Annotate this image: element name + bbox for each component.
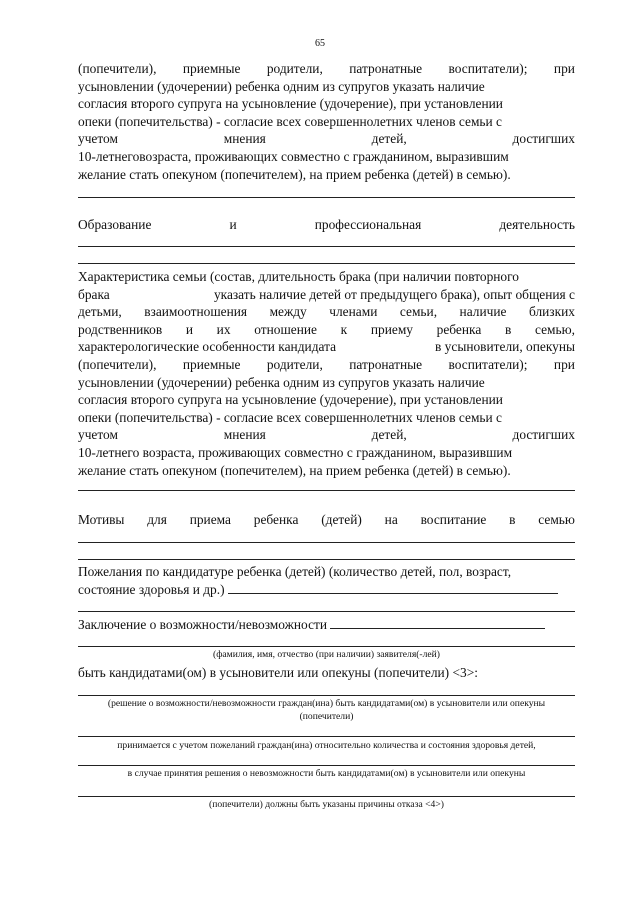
fill-line[interactable] (78, 542, 575, 543)
fill-line[interactable] (78, 246, 575, 247)
text-line: согласия второго супруга на усыновление (удочерение), при установлении (78, 96, 503, 112)
family-characteristics (78, 268, 575, 479)
fill-line[interactable] (330, 618, 545, 629)
text-line: учетом мнения детей, достигших (78, 427, 575, 443)
text-line: детьми, взаимоотношения между членами семьи, наличие близких (78, 304, 575, 320)
text-line: 10-летнего возраста, проживающих совместно с гражданином, выразившим (78, 444, 513, 460)
applicant-name-caption: (фамилия, имя, отчество (при наличии) заявителя(-лей) (213, 649, 440, 660)
text-line: желание стать опекуном (попечителем), на прием ребенка (детей) в семью). (78, 462, 511, 478)
decision-note: принимается с учетом пожеланий граждан(ина) относительно количества и состояния здоровья детей, (117, 740, 536, 751)
fill-line[interactable] (78, 263, 575, 264)
conclusion-label-line: Заключение о возможности/невозможности (78, 616, 575, 634)
text-line: согласия второго супруга на усыновление (удочерение), при установлении (78, 392, 503, 408)
text-line: 10-летнеговозраста, проживающих совместно с гражданином, выразившим (78, 148, 509, 164)
motives-label: Мотивы для приема ребенка (детей) на воспитание в семью (78, 512, 575, 527)
decision-note: в случае принятия решения о невозможности быть кандидатами(ом) в усыновители или опекуны (127, 768, 526, 779)
fill-line[interactable] (78, 611, 575, 612)
fill-line[interactable] (78, 796, 575, 797)
decision-note: (решение о возможности/невозможности граждан(ина) быть кандидатами(ом) в усыновители или опекуны (попечители) (107, 698, 546, 722)
text-line: Характеристика семьи (состав, длительность брака (при наличии повторного (78, 269, 519, 284)
wishes-section (78, 563, 575, 598)
text-line: опеки (попечительства) - согласие всех совершеннолетних членов семьи с (78, 113, 503, 129)
fill-line[interactable] (78, 765, 575, 766)
text-line: учетом мнения детей, достигших (78, 131, 575, 147)
text-line: желание стать опекуном (попечителем), на прием ребенка (детей) в семью). (78, 166, 511, 182)
text-line: характерологические особенности кандидата в усыновители, опекуны (78, 339, 575, 355)
conclusion-line: быть кандидатами(ом) в усыновители или опекуны (попечители) <3>: (78, 665, 478, 680)
fill-line[interactable] (78, 197, 575, 198)
text-line: (попечители), приемные родители, патронатные воспитатели); при (78, 61, 575, 76)
text-line: брака указать наличие детей от предыдущего брака), опыт общения с (78, 286, 575, 302)
decision-note: (попечители) должны быть указаны причины отказа <4>) (209, 799, 444, 810)
text-line: усыновлении (удочерении) ребенка одним из супругов указать наличие (78, 78, 485, 94)
education-label: Образование и профессиональная деятельность (78, 217, 575, 232)
text-line: опеки (попечительства) - согласие всех совершеннолетних членов семьи с (78, 409, 503, 425)
text-line: родственников и их отношение к приему ребенка в семью, (78, 321, 575, 337)
fill-line[interactable] (78, 646, 575, 647)
fill-line[interactable] (78, 559, 575, 560)
fill-line[interactable] (228, 583, 558, 594)
text-line: состояние здоровья и др.) (78, 581, 575, 599)
text-line: усыновлении (удочерении) ребенка одним из супругов указать наличие (78, 374, 485, 390)
fill-line[interactable] (78, 736, 575, 737)
fill-line[interactable] (78, 695, 575, 696)
paragraph-continuation (78, 60, 575, 183)
text-line: Пожелания по кандидатуре ребенка (детей) (количество детей, пол, возраст, (78, 564, 512, 579)
text-line: (попечители), приемные родители, патронатные воспитатели); при (78, 356, 575, 372)
fill-line[interactable] (78, 490, 575, 491)
page-number: 65 (315, 38, 325, 49)
